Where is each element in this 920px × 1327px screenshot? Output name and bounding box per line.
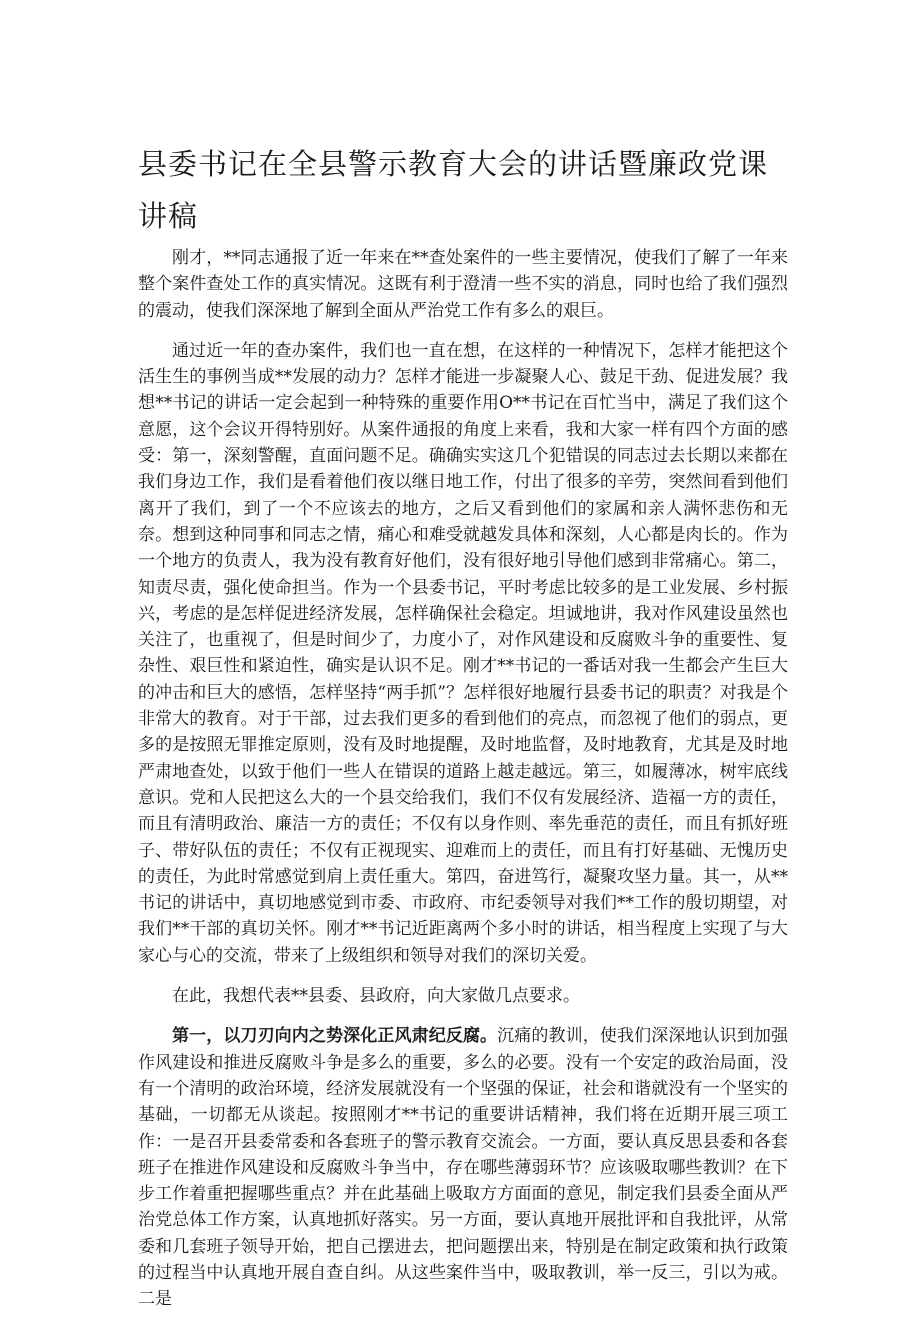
- paragraph-4: [138, 1023, 788, 1312]
- paragraph-3-text: 在此，我想代表**县委、县政府，向大家做几点要求。: [172, 986, 580, 1007]
- paragraph-3: [138, 983, 788, 1009]
- paragraph-4-lead: 第一，以刀刃向内之势深化正风肃纪反腐。: [172, 1026, 498, 1047]
- paragraph-1-text: 刚才，**同志通报了近一年来在**查处案件的一些主要情况，使我们了解了一年来整个案件查处工作的真实情况。这既有利于澄清一些不实的消息，同时也给了我们强烈的震动，使我们深深地了解到全面从严治党工作有多么的艰巨。: [138, 248, 788, 321]
- paragraph-2: [138, 338, 788, 969]
- paragraph-2-text: 通过近一年的查办案件，我们也一直在想，在这样的一种情况下，怎样才能把这个活生生的事例当成**发展的动力？怎样才能进一步凝聚人心、鼓足干劲、促进发展？我想**书记的讲话一定会起到一种特殊的重要作用O**书记在百忙当中，满足了我们这个意愿，这个会议开得特别好。从案件通报的角度上来看，我和大家一样有四个方面的感受：第一，深刻警醒，直面问题不足。确确实实这几个犯错误的同志过去长期以来都在我们身边工作，我们是看着他们夜以继日地工作，付出了很多的辛劳，突然间看到他们离开了我们，到了一个不应该去的地方，之后又看到他们的家属和亲人满怀悲伤和无奈。想到这种同事和同志之情，痛心和难受就越发具体和深刻，人心都是肉长的。作为一个地方的负责人，我为没有教育好他们，没有很好地引导他们感到非常痛心。第二，知责尽责，强化使命担当。作为一个县委书记，平时考虑比较多的是工业发展、乡村振兴，考虑的是怎样促进经济发展，怎样确保社会稳定。坦诚地讲，我对作风建设虽然也关注了，也重视了，但是时间少了，力度小了，对作风建设和反腐败斗争的重要性、复杂性、艰巨性和紧迫性，确实是认识不足。刚才**书记的一番话对我一生都会产生巨大的冲击和巨大的感悟，怎样坚持“两手抓”？怎样很好地履行县委书记的职责？对我是个非常大的教育。对于干部，过去我们更多的看到他们的亮点，而忽视了他们的弱点，更多的是按照无罪推定原则，没有及时地提醒，及时地监督，及时地教育，尤其是及时地严肃地查处，以致于他们一些人在错误的道路上越走越远。第三，如履薄冰，树牢底线意识。党和人民把这么大的一个县交给我们，我们不仅有发展经济、造福一方的责任，而且有清明政治、廉洁一方的责任；不仅有以身作则、率先垂范的责任，而且有抓好班子、带好队伍的责任；不仅有正视现实、迎难而上的责任，而且有打好基础、无愧历史的责任，为此时常感觉到肩上责任重大。第四，奋进笃行，凝聚攻坚力量。其一，从**书记的讲话中，真切地感觉到市委、市政府、市纪委领导对我们**工作的殷切期望，对我们**干部的真切关怀。刚才**书记近距离两个多小时的讲话，相当程度上实现了与大家心与心的交流，带来了上级组织和领导对我们的深切关爱。: [138, 340, 788, 966]
- paragraph-1: [138, 245, 788, 324]
- document-title: 县委书记在全县警示教育大会的讲话暨廉政党课讲稿: [138, 147, 769, 233]
- document-body: [138, 245, 788, 1327]
- paragraph-4-text: 沉痛的教训，使我们深深地认识到加强作风建设和推进反腐败斗争是多么的重要，多么的必要。没有一个安定的政治局面，没有一个清明的政治环境，经济发展就没有一个坚强的保证，社会和谐就没有一个坚实的基础，一切都无从谈起。按照刚才**书记的重要讲话精神，我们将在近期开展三项工作：一是召开县委常委和各套班子的警示教育交流会。一方面，要认真反思县委和各套班子在推进作风建设和反腐败斗争当中，存在哪些薄弱环节？应该吸取哪些教训？在下步工作着重把握哪些重点？并在此基础上吸取方方面面的意见，制定我们县委全面从严治党总体工作方案，认真地抓好落实。另一方面，要认真地开展批评和自我批评，从常委和几套班子领导开始，把自己摆进去，把问题摆出来，特别是在制定政策和执行政策的过程当中认真地开展自查自纠。从这些案件当中，吸取教训，举一反三，引以为戒。二是: [138, 1026, 788, 1310]
